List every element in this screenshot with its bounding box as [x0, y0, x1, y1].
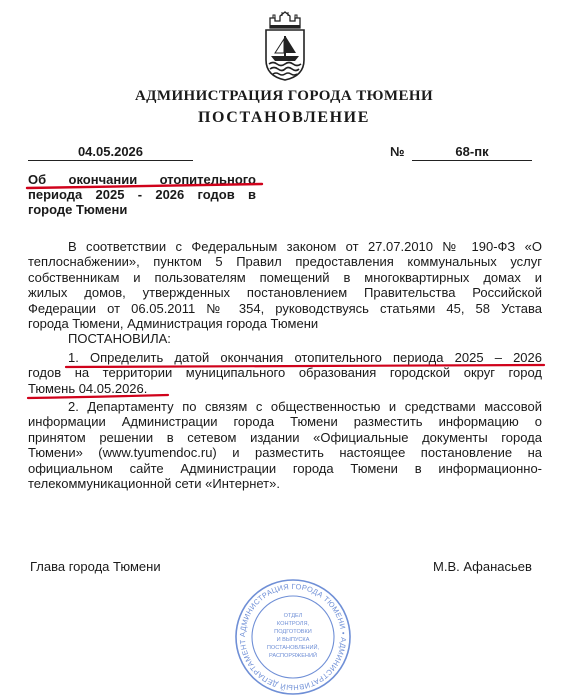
decree-item-1: 1. Определить датой окончания отопительного периода 2025 – 2026 годов на территории муниципального образования городской округ город Тюмень 04.05.2026. [28, 350, 542, 396]
document-date: 04.05.2026 [28, 144, 193, 161]
decree-word: ПОСТАНОВИЛА: [68, 331, 171, 347]
document-type-heading: ПОСТАНОВЛЕНИЕ [198, 109, 370, 126]
city-coat-of-arms-icon [262, 6, 308, 82]
number-sign: № [390, 144, 405, 159]
stamp-ring-text: АДМИНИСТРАЦИЯ ГОРОДА ТЮМЕНИ • АДМИНИСТРАТИВНЫЙ ДЕПАРТАМЕНТ [237, 581, 349, 693]
stamp-line: РАСПОРЯЖЕНИЙ [269, 653, 317, 659]
document-number: 68-пк [412, 144, 532, 161]
stamp-line: И ВЫПУСКА [276, 637, 310, 643]
administration-heading: АДМИНИСТРАЦИЯ ГОРОДА ТЮМЕНИ [134, 88, 434, 104]
subject-line-1: Об окончании отопительного [28, 172, 256, 187]
preamble-paragraph: В соответствии с Федеральным законом от 27.07.2010 № 190-ФЗ «О теплоснабжении», пунктом 5 Правил предоставления коммунальных услуг собственникам и пользователям помещений в многоквартирных домах и жилых домов, утвержденных постановлением Правительства Российской Федерации от 06.05.2011 № 354, руководствуясь статьями 45, 58 Устава города Тюмени, Администрация города Тюмени ПОСТАНОВИЛА: [28, 239, 542, 347]
subject-line-3: городе Тюмени [28, 202, 128, 217]
office-stamp [232, 578, 354, 696]
stamp-line: ПОДГОТОВКИ [274, 629, 312, 635]
subject-line-2: периода 2025 - 2026 годов в [28, 187, 256, 202]
document-subject [28, 172, 256, 217]
signatory-name: М.В. Афанасьев [433, 559, 532, 574]
decree-item-2: 2. Департаменту по связям с общественностью и средствами массовой информации Администрации города Тюмени разместить информацию о принятом решении в сетевом издании «Официальные документы города Тюмени» (www.tyumendoc.ru) и разместить настоящее постановление на официальном сайте Администрации города Тюмени в информационно- телекоммуникационной сети «Интернет». [28, 399, 542, 492]
signatory-position: Глава города Тюмени [30, 559, 161, 574]
stamp-line: КОНТРОЛЯ, [276, 621, 310, 627]
stamp-line: ПОСТАНОВЛЕНИЙ, [266, 645, 320, 651]
stamp-line: ОТДЕЛ [283, 613, 303, 619]
